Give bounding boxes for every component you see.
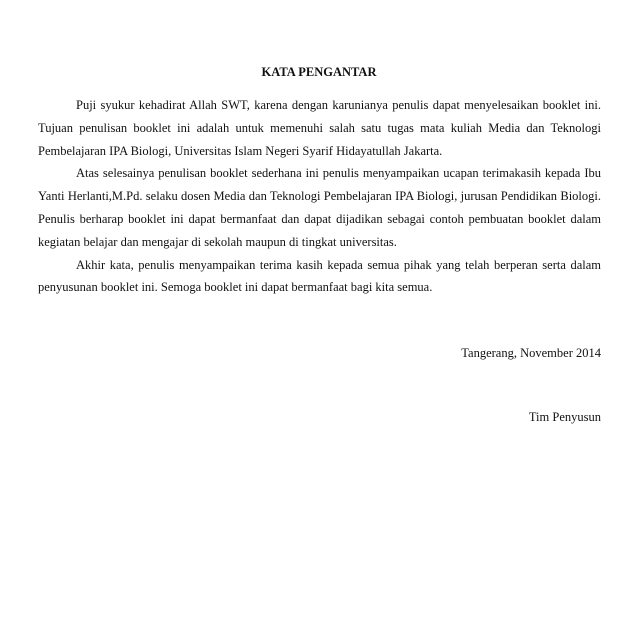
paragraph-3: Akhir kata, penulis menyampaikan terima kasih kepada semua pihak yang telah berperan serta dalam penyusunan booklet ini. Semoga booklet ini dapat bermanfaat bagi kita semua.: [38, 257, 601, 295]
place-date: Tangerang, November 2014: [461, 346, 601, 360]
body-text: [38, 94, 601, 299]
page-title: KATA PENGANTAR: [261, 65, 377, 79]
signature: Tim Penyusun: [528, 410, 601, 424]
paragraph-2: Atas selesainya penulisan booklet sederhana ini penulis menyampaikan ucapan terimakasih kepada Ibu Yanti Herlanti,M.Pd. selaku dosen Media dan Teknologi Pembelajaran IPA Biologi, jurusan Pendidikan Biologi. Penulis berharap booklet ini dapat bermanfaat dan dapat dijadikan sebagai contoh pembuatan booklet dalam kegiatan belajar dan mengajar di sekolah maupun di tingkat universitas.: [38, 166, 601, 249]
paragraph-1: Puji syukur kehadirat Allah SWT, karena dengan karunianya penulis dapat menyelesaikan booklet ini. Tujuan penulisan booklet ini adalah untuk memenuhi salah satu tugas mata kuliah Media dan Teknologi Pembelajaran IPA Biologi, Universitas Islam Negeri Syarif Hidayatullah Jakarta.: [38, 98, 601, 158]
